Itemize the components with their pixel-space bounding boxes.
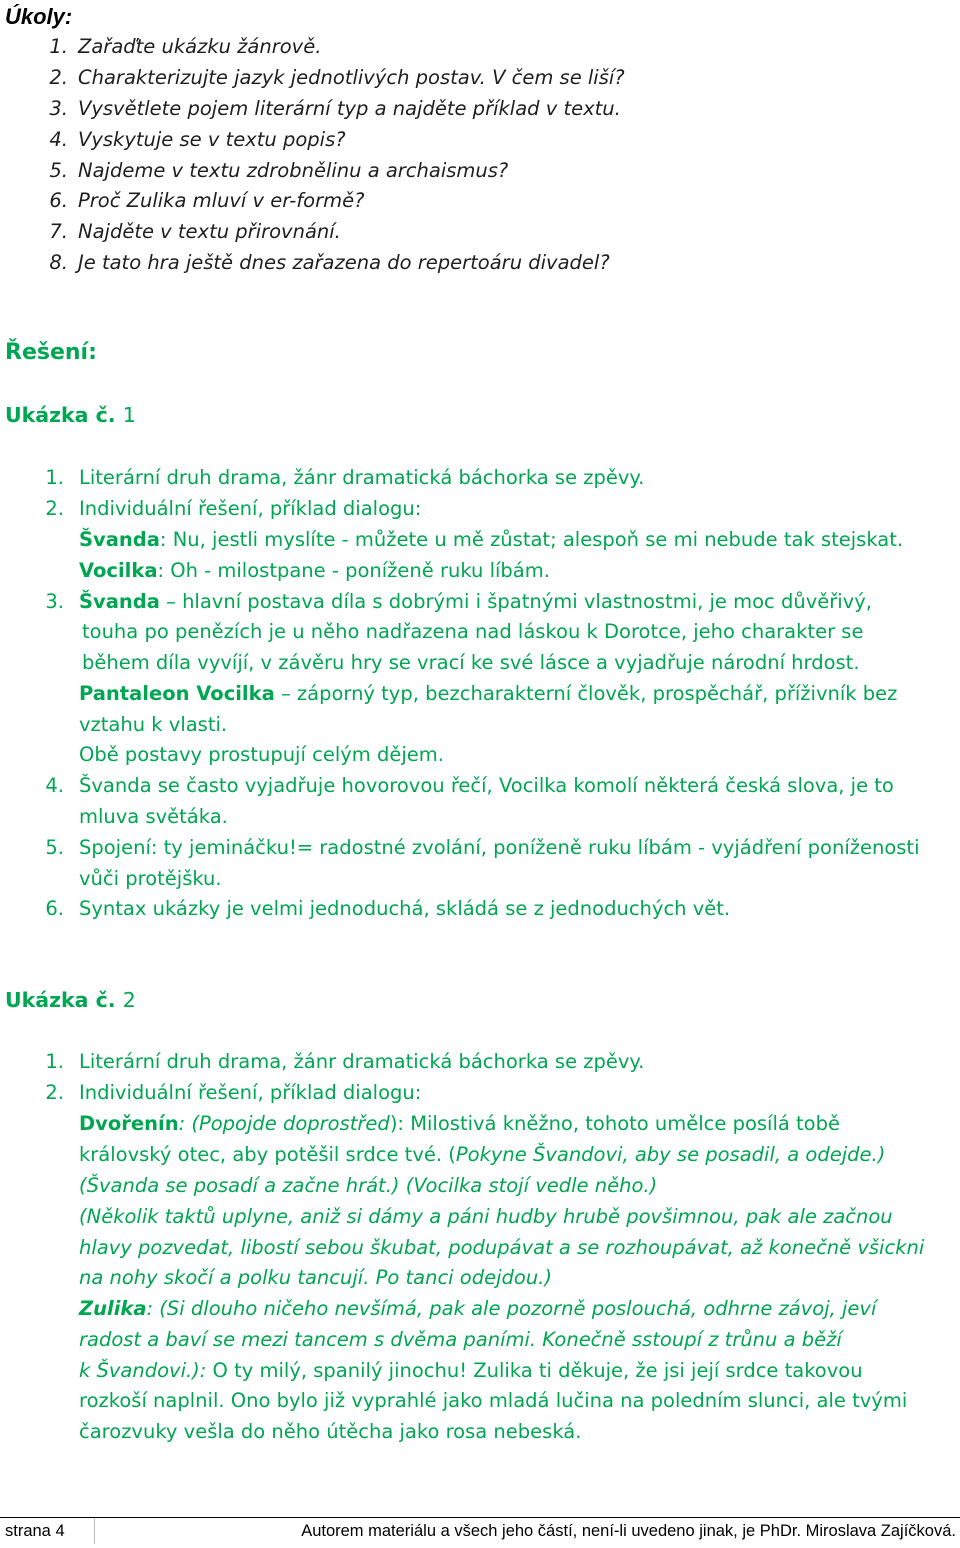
answer-text: Obě postavy prostupují celým dějem. (79, 743, 444, 766)
item-number: 5. (45, 836, 64, 859)
footer-author: Autorem materiálu a všech jeho částí, není-li uvedeno jinak, je PhDr. Miroslava Zajíčková. (301, 1522, 956, 1540)
tasks-heading: Úkoly: (5, 4, 73, 29)
answer-text: vůči protějšku. (79, 867, 222, 890)
answer-text: Individuální řešení, příklad dialogu: (79, 1081, 422, 1104)
dialogue-line: Vocilka: Oh - milostpane - poníženě ruku líbám. (79, 559, 550, 582)
item-number: 6. (45, 897, 64, 920)
item-number: 1. (45, 466, 64, 489)
answer-text: Švanda – hlavní postava díla s dobrými i špatnými vlastnostmi, je moc důvěřivý, (79, 590, 872, 613)
section-heading-1: Ukázka č. 1 (5, 403, 136, 427)
footer-separator (94, 1518, 95, 1544)
answer-text: Individuální řešení, příklad dialogu: (79, 497, 422, 520)
answer-text: mluva světáka. (79, 805, 228, 828)
dialogue-line: (Švanda se posadí a začne hrát.) (Vocilka stojí vedle něho.) (79, 1174, 658, 1197)
item-number: 3. (45, 590, 64, 613)
dialogue-line: k Švandovi.): O ty milý, spanilý jinochu! Zulika ti děkuje, že jsi její srdce takovou (79, 1359, 863, 1382)
dialogue-line: čarozvuky vešla do něho útěcha jako rosa nebeská. (79, 1420, 582, 1443)
dialogue-line: (Několik taktů uplyne, aniž si dámy a páni hudby hrubě povšimnou, pak ale začnou (79, 1205, 893, 1228)
answer-text: během díla vyvíjí, v závěru hry se vrací ke své lásce a vyjadřuje národní hrdost. (82, 651, 860, 674)
answer-text: Literární druh drama, žánr dramatická báchorka se zpěvy. (79, 466, 645, 489)
page-number: strana 4 (5, 1522, 65, 1540)
answer-text: Literární druh drama, žánr dramatická báchorka se zpěvy. (79, 1050, 645, 1073)
dialogue-line: Dvořenín: (Popojde doprostřed): Milostivá kněžno, tohoto umělce posílá tobě (79, 1112, 840, 1135)
item-number: 2. (45, 1081, 64, 1104)
solution-heading: Řešení: (5, 340, 97, 365)
answer-text: touha po penězích je u něho nadřazena nad láskou k Dorotce, jeho charakter se (82, 620, 864, 643)
item-number: 1. (45, 1050, 64, 1073)
dialogue-line: královský otec, aby potěšil srdce tvé. (Pokyne Švandovi, aby se posadil, a odejde.) (79, 1143, 886, 1166)
dialogue-line: na nohy skočí a polku tancují. Po tanci odejdou.) (79, 1266, 552, 1289)
dialogue-line: radost a baví se mezi tancem s dvěma paními. Konečně sstoupí z trůnu a běží (79, 1328, 842, 1351)
dialogue-line: rozkoší naplnil. Ono bylo již vyprahlé jako mladá lučina na poledním slunci, ale tvými (79, 1389, 908, 1412)
footer-divider (0, 1517, 960, 1518)
answer-text: Pantaleon Vocilka – záporný typ, bezcharakterní člověk, prospěchář, příživník bez (79, 682, 898, 705)
dialogue-line: Švanda: Nu, jestli myslíte - můžete u mě zůstat; alespoň se mi nebude tak stejskat. (79, 528, 904, 551)
dialogue-line: hlavy pozvedat, libostí sebou škubat, podupávat a se rozhoupávat, až konečně všickni (79, 1236, 925, 1259)
answer-text: vztahu k vlasti. (79, 713, 228, 736)
answer-text: Švanda se často vyjadřuje hovorovou řečí, Vocilka komolí některá česká slova, je to (79, 774, 894, 797)
item-number: 2. (45, 497, 64, 520)
item-number: 4. (45, 774, 64, 797)
dialogue-line: Zulika: (Si dlouho ničeho nevšímá, pak ale pozorně poslouchá, odhrne závoj, jeví (79, 1297, 877, 1320)
answer-text: Syntax ukázky je velmi jednoduchá, skládá se z jednoduchých vět. (79, 897, 731, 920)
answer-text: Spojení: ty jemináčku!= radostné zvolání, poníženě ruku líbám - vyjádření poníženosti (79, 836, 920, 859)
section-heading-2: Ukázka č. 2 (5, 988, 136, 1012)
